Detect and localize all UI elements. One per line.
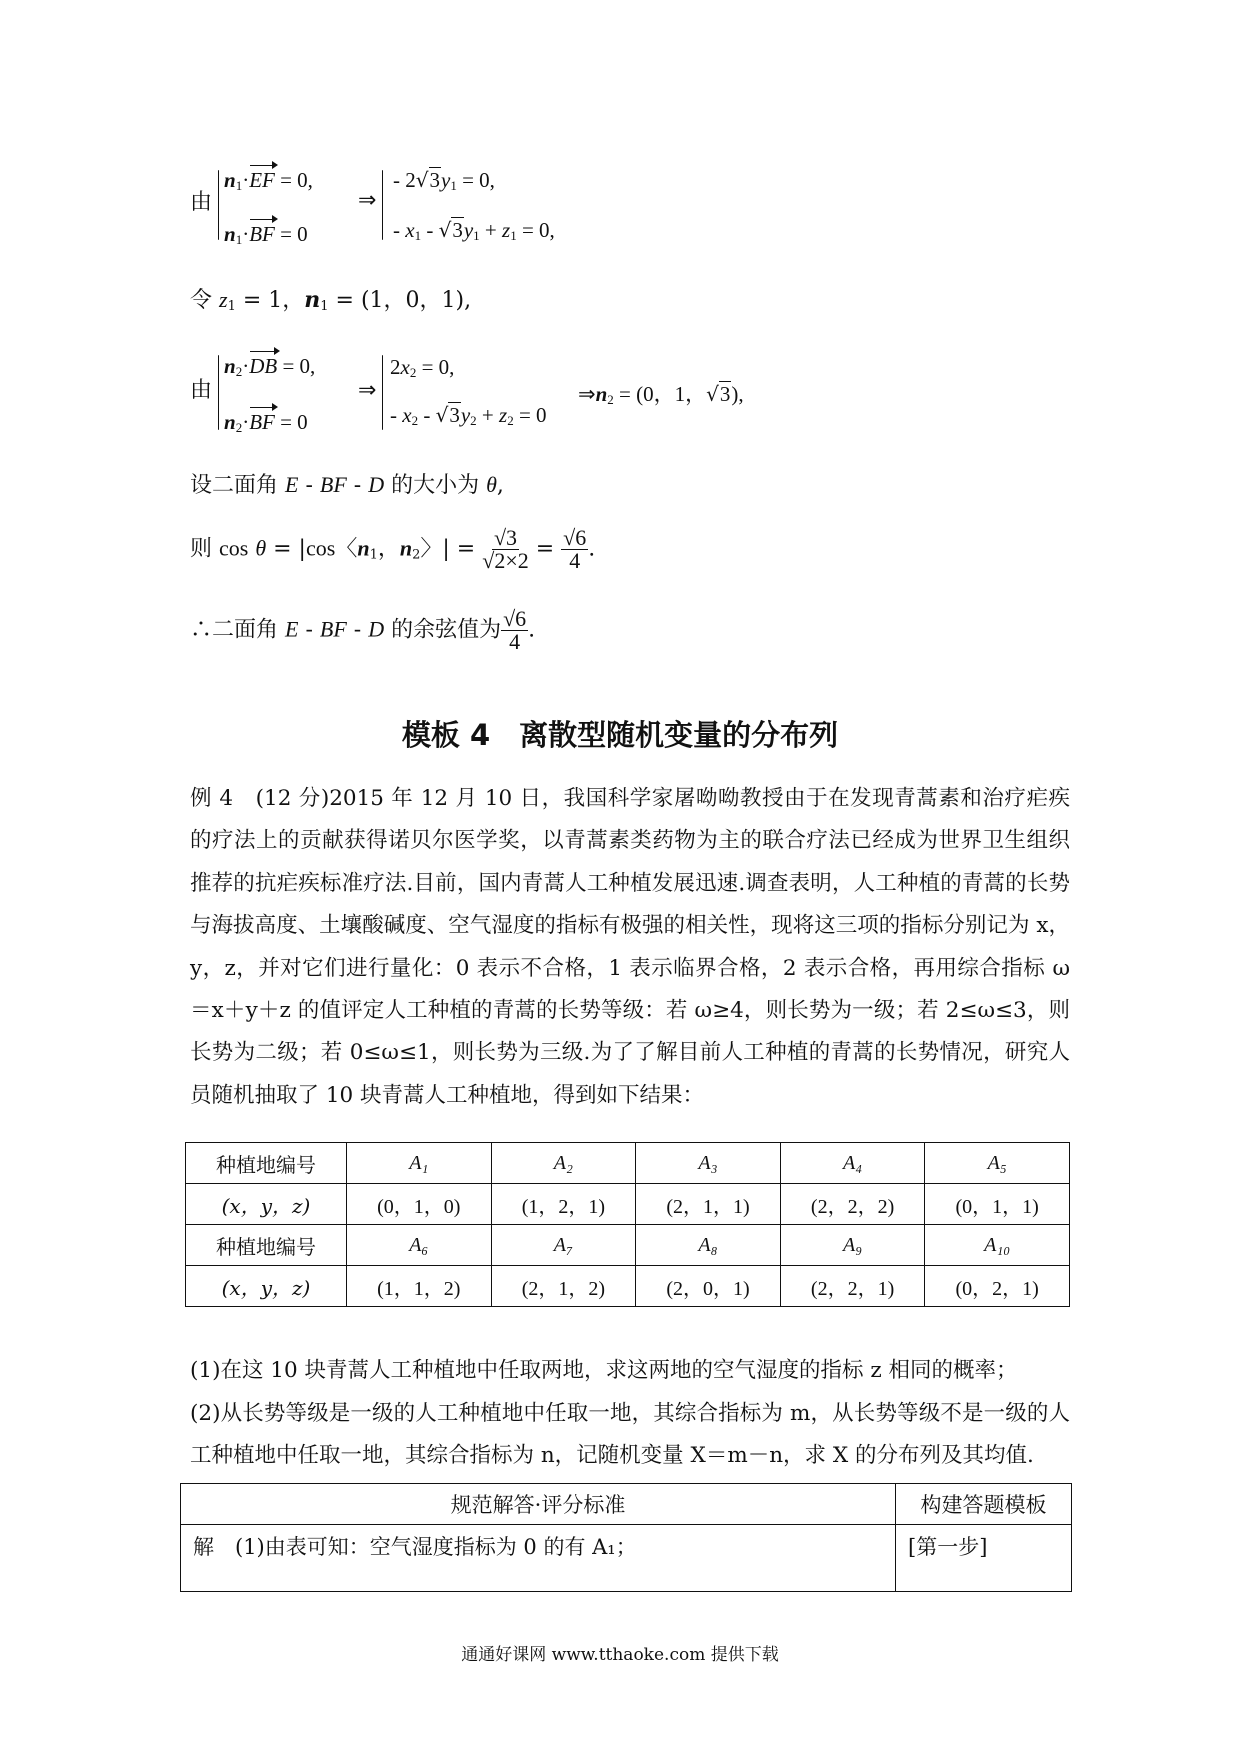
- table-cell: A₄: [780, 1143, 925, 1184]
- fraction-conclusion-num: √6: [503, 606, 527, 631]
- system-1-left-eq2: $n_1\cdot BF = 0$: [224, 222, 308, 247]
- table-cell: (0，1，0): [347, 1184, 492, 1225]
- table-header-cell: 种植地编号: [186, 1143, 347, 1184]
- table-header-cell: (x，y，z): [186, 1184, 347, 1225]
- line-theta: 设二面角 E - BF - D 的大小为 θ,: [190, 472, 504, 498]
- system-2-result: $\Rightarrow n_2 = (0$，1，√3),: [578, 382, 744, 407]
- table-cell: A₆: [347, 1225, 492, 1266]
- fraction-cos-1-den: √2×2: [482, 548, 529, 573]
- line-conclusion: ∴二面角 E - BF - D 的余弦值为 $\frac{√6}{4}$ .: [190, 606, 536, 654]
- table-row: [181, 1484, 1072, 1525]
- table-cell: A₅: [925, 1143, 1070, 1184]
- table-row: [186, 1266, 1070, 1307]
- system-1-right-eq1: - $2√3y_1 = 0$,: [393, 168, 495, 193]
- fraction-conclusion-den: 4: [509, 629, 521, 654]
- system-2-right-eq2: - $x_2 - √3y_2 + z_2 = 0$: [390, 403, 547, 428]
- system-2-left-eq1: $n_2\cdot DB = 0$,: [224, 354, 316, 379]
- system-2-right-eq1: $2x_2 = 0$,: [390, 355, 455, 380]
- brace-left-2: [218, 355, 219, 430]
- question-2: (2)从长势等级是一级的人工种植地中任取一地，其综合指标为 m，从长势等级不是一级的人工种植地中任取一地，其综合指标为 n，记随机变量 X＝m－n，求 X 的分布列及其均值.: [190, 1401, 1070, 1469]
- table-cell: A₃: [636, 1143, 781, 1184]
- brace-right-2: [382, 355, 383, 430]
- table-cell: A₈: [636, 1225, 781, 1266]
- table-cell: A₇: [491, 1225, 636, 1266]
- section-heading: 模板 4 离散型随机变量的分布列: [401, 718, 839, 752]
- brace-right-1: [382, 170, 383, 240]
- line-cos: 则 cos θ = |cos〈$n_1$，$n_2$〉| = $\frac{√3}{√2\times 2}$ = $\frac{√6}{4}$ .: [190, 525, 596, 573]
- line-z1: 令 $z_1 = 1$，$n_1 = (1$，0，1),: [190, 287, 472, 314]
- system-1-left-eq1: $n_1\cdot EF = 0$,: [224, 168, 313, 193]
- example-paragraph: 例 4 (12 分)2015 年 12 月 10 日，我国科学家屠呦呦教授由于在发现青蒿素和治疗疟疾的疗法上的贡献获得诺贝尔医学奖，以青蒿素类药物为主的联合疗法已经成为世界卫生组织推荐的抗疟疾标准疗法.目前，国内青蒿人工种植发展迅速.调查表明，人工种植的青蒿的长势与海拔高度、土壤酸碱度、空气湿度的指标有极强的相关性，现将这三项的指标分别记为 x，y，z，并对它们进行量化：0 表示不合格，1 表示临界合格，2 表示合格，再用综合指标 ω＝x＋y＋z 的值评定人工种植的青蒿的长势等级：若 ω≥4，则长势为一级；若 2≤ω≤3，则长势为二级；若 0≤ω≤1，则长势为三级.为了了解目前人工种植的青蒿的长势情况，研究人员随机抽取了 10 块青蒿人工种植地，得到如下结果：: [190, 786, 1070, 1108]
- table-cell: (2，1，1): [636, 1184, 781, 1225]
- system-2-left-eq2: $n_2\cdot BF = 0$: [224, 410, 308, 435]
- table-row: [181, 1525, 1072, 1592]
- question-1: (1)在这 10 块青蒿人工种植地中任取两地，求这两地的空气湿度的指标 z 相同的概率；: [190, 1358, 1018, 1383]
- solution-cell: 解 (1)由表可知：空气湿度指标为 0 的有 A₁；: [181, 1525, 896, 1592]
- template-cell: [第一步]: [896, 1525, 1072, 1592]
- table-cell: (2，0，1): [636, 1266, 781, 1307]
- table-cell: (2，2，1): [780, 1266, 925, 1307]
- table-cell: A₂: [491, 1143, 636, 1184]
- table-cell: (1，1，2): [347, 1266, 492, 1307]
- table-row: [186, 1225, 1070, 1266]
- table-row: [186, 1143, 1070, 1184]
- fraction-cos-1-num: √3: [493, 525, 518, 550]
- fraction-cos-2-num: √6: [563, 525, 587, 550]
- planting-plots-table: [185, 1142, 1070, 1307]
- template-header-cell: 构建答题模板: [896, 1484, 1072, 1525]
- system-1-lead: 由: [190, 190, 213, 215]
- table-cell: (2，1，2): [491, 1266, 636, 1307]
- table-row: [186, 1184, 1070, 1225]
- page-footer: 通通好课网 www.tthaoke.com 提供下载: [461, 1645, 779, 1665]
- table-cell: A₉: [780, 1225, 925, 1266]
- brace-left-1: [218, 170, 219, 240]
- table-header-cell: 种植地编号: [186, 1225, 347, 1266]
- table-cell: (0，1，1): [925, 1184, 1070, 1225]
- solution-header-cell: 规范解答·评分标准: [181, 1484, 896, 1525]
- fraction-cos-2-den: 4: [569, 548, 581, 573]
- implies-arrow-1: ⇒: [358, 188, 377, 213]
- table-header-cell: (x，y，z): [186, 1266, 347, 1307]
- system-1-right-eq2: - $x_1 - √3y_1 + z_1 = 0$,: [393, 218, 555, 243]
- system-2-lead: 由: [190, 378, 213, 403]
- table-cell: A₁: [347, 1143, 492, 1184]
- fraction-cos-2: [561, 527, 588, 572]
- table-cell: A₁₀: [925, 1225, 1070, 1266]
- table-cell: (1，2，1): [491, 1184, 636, 1225]
- table-cell: (2，2，2): [780, 1184, 925, 1225]
- solution-table: [180, 1483, 1072, 1592]
- fraction-conclusion: [501, 608, 528, 653]
- table-cell: (0，2，1): [925, 1266, 1070, 1307]
- fraction-cos-1: [482, 527, 528, 572]
- implies-arrow-2: ⇒: [358, 378, 377, 403]
